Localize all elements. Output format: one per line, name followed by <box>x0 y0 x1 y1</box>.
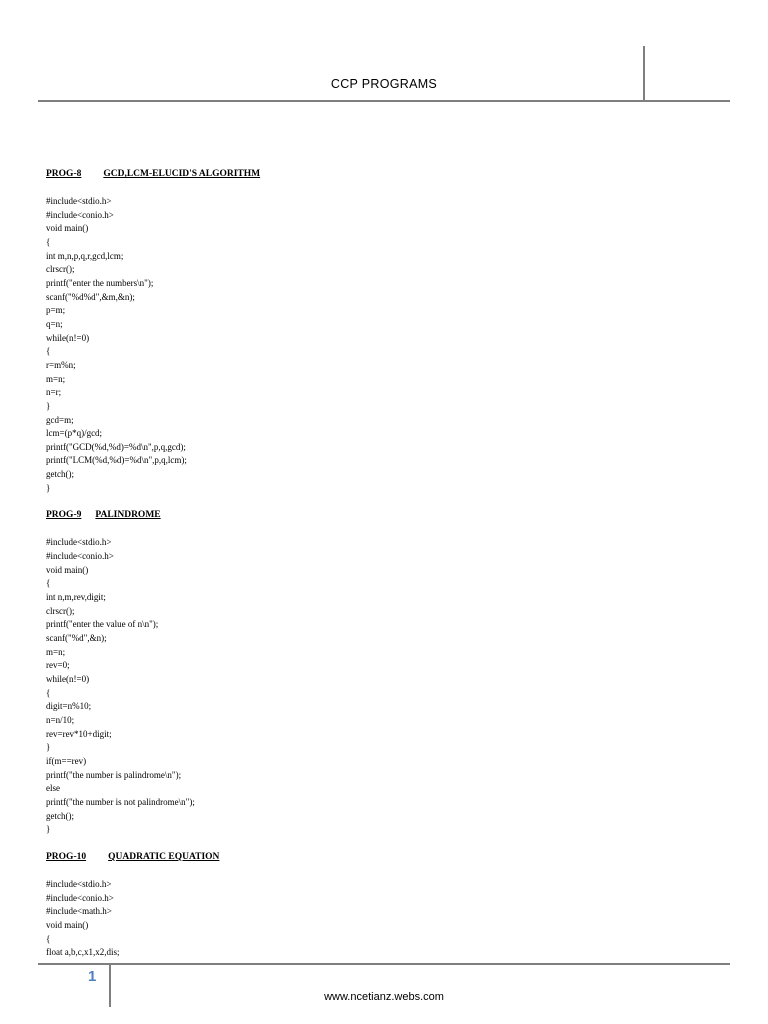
code-line: printf("enter the numbers\n"); <box>46 277 154 288</box>
program-number: PROG-8 <box>46 169 82 179</box>
program-title: GCD,LCM-ELUCID'S ALGORITHM <box>103 169 261 179</box>
code-line: m=n; <box>46 646 66 657</box>
program-block <box>46 168 686 495</box>
code-line: void main() <box>46 223 89 234</box>
code-line: float a,b,c,x1,x2,dis; <box>46 947 120 958</box>
code-line: { <box>46 236 51 247</box>
code-line: } <box>46 824 51 835</box>
program-heading <box>46 168 686 181</box>
code-line: if(m==rev) <box>46 755 87 766</box>
program-block <box>46 851 686 960</box>
code-line: q=n; <box>46 318 63 329</box>
program-number: PROG-9 <box>46 510 82 521</box>
code-line: while(n!=0) <box>46 674 90 684</box>
code-line: clrscr(); <box>46 264 75 275</box>
program-block <box>46 509 686 836</box>
header-divider-vertical <box>643 46 645 102</box>
code-line: rev=rev*10+digit; <box>46 728 112 739</box>
code-line: getch(); <box>46 469 74 480</box>
code-listing <box>46 878 686 960</box>
code-line: printf("the number is not palindrome\n"); <box>46 796 195 807</box>
code-line: #include<conio.h> <box>46 551 114 562</box>
code-line: n=n/10; <box>46 714 75 725</box>
code-line: else <box>46 783 60 794</box>
code-line: printf("LCM(%d,%d)=%d\n",p,q,lcm); <box>46 455 187 466</box>
program-number: PROG-10 <box>46 851 87 862</box>
code-line: } <box>46 400 51 411</box>
code-line: printf("GCD(%d,%d)=%d\n",p,q,gcd); <box>46 441 186 452</box>
code-line: getch(); <box>46 810 74 821</box>
code-line: n=r; <box>46 387 62 398</box>
code-line: m=n; <box>46 373 66 384</box>
code-line: p=m; <box>46 305 66 316</box>
code-line: } <box>46 482 51 493</box>
code-line: int m,n,p,q,r,gcd,lcm; <box>46 250 124 261</box>
code-line: printf("the number is palindrome\n"); <box>46 769 182 780</box>
header-divider-horizontal <box>38 100 730 102</box>
footer-url: www.ncetianz.webs.com <box>324 991 444 1003</box>
code-line: void main() <box>46 919 89 930</box>
code-line: { <box>46 933 51 944</box>
code-line: #include<math.h> <box>46 906 112 917</box>
code-line: void main() <box>46 564 89 575</box>
code-line: rev=0; <box>46 660 70 671</box>
code-line: } <box>46 742 51 753</box>
program-title: QUADRATIC EQUATION <box>108 851 220 862</box>
code-listing <box>46 536 686 836</box>
page-number: 1 <box>88 968 97 985</box>
page-header-title: CCP PROGRAMS <box>330 77 438 91</box>
code-line: { <box>46 578 51 589</box>
code-line: #include<stdio.h> <box>46 537 112 548</box>
code-line: lcm=(p*q)/gcd; <box>46 428 103 439</box>
document-body <box>46 168 686 974</box>
code-line: #include<stdio.h> <box>46 878 112 889</box>
program-heading <box>46 851 686 864</box>
code-line: #include<conio.h> <box>46 209 114 220</box>
code-line: int n,m,rev,digit; <box>46 592 106 603</box>
code-line: clrscr(); <box>46 605 75 616</box>
code-line: while(n!=0) <box>46 332 90 343</box>
code-line: digit=n%10; <box>46 701 92 712</box>
program-title: PALINDROME <box>95 510 161 521</box>
code-line: scanf("%d%d",&m,&n); <box>46 291 135 302</box>
code-line: #include<conio.h> <box>46 892 114 903</box>
footer-divider-horizontal <box>38 963 730 965</box>
program-heading <box>46 509 686 522</box>
code-line: r=m%n; <box>46 359 76 370</box>
code-line: { <box>46 346 51 357</box>
code-line: { <box>46 687 51 698</box>
code-line: scanf("%d",&n); <box>46 633 107 644</box>
code-line: printf("enter the value of n\n"); <box>46 619 159 630</box>
code-listing <box>46 195 686 495</box>
code-line: #include<stdio.h> <box>46 196 112 206</box>
code-line: gcd=m; <box>46 414 74 425</box>
